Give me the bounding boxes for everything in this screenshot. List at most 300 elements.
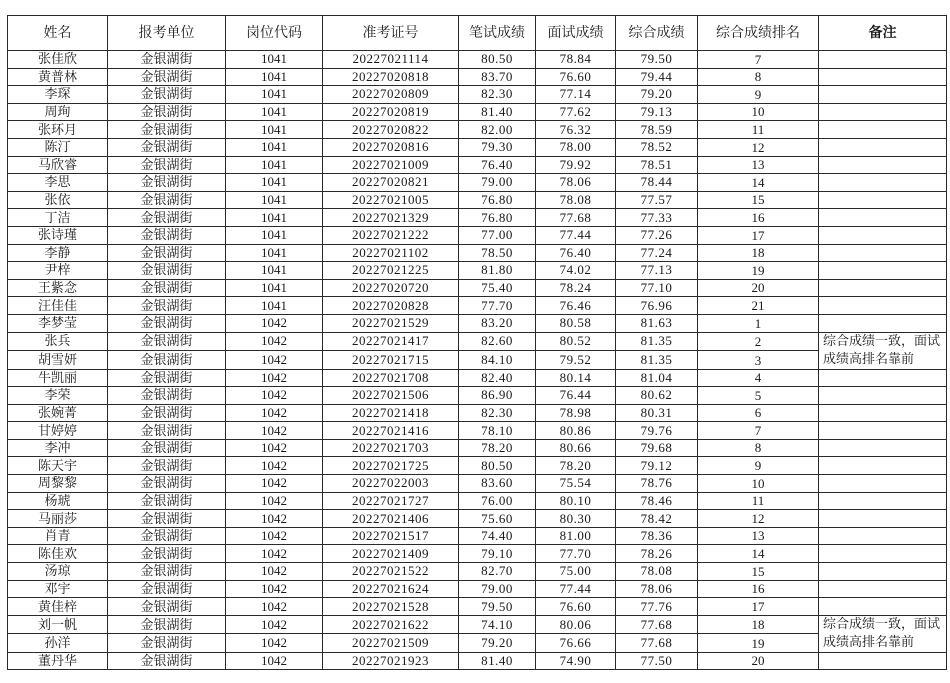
cell-total-score: 78.59 (616, 121, 698, 139)
cell-post-code: 1042 (226, 457, 323, 475)
cell-interview-score: 80.58 (536, 314, 616, 332)
cell-total-score: 77.10 (616, 279, 698, 297)
cell-total-rank: 3 (698, 351, 819, 370)
cell-name: 肖青 (8, 527, 108, 545)
header-total-score: 综合成绩 (616, 16, 698, 51)
remark-cell-empty (819, 209, 947, 227)
remark-cell-empty (819, 138, 947, 156)
cell-name: 张婉菁 (8, 404, 108, 422)
cell-total-rank: 12 (698, 138, 819, 156)
cell-total-rank: 9 (698, 457, 819, 475)
remark-cell-empty (819, 439, 947, 457)
remark-cell-empty (819, 121, 947, 139)
cell-exam-id: 20227021715 (323, 351, 459, 370)
cell-total-rank: 20 (698, 652, 819, 670)
cell-total-rank: 18 (698, 615, 819, 634)
header-post-code: 岗位代码 (226, 16, 323, 51)
table-row (8, 279, 947, 297)
table-row (8, 68, 947, 86)
cell-exam-id: 20227021517 (323, 527, 459, 545)
table-row (8, 51, 947, 69)
cell-interview-score: 80.06 (536, 615, 616, 634)
cell-post-code: 1041 (226, 103, 323, 121)
remark-cell-empty (819, 580, 947, 598)
header-name: 姓名 (8, 16, 108, 51)
cell-name: 李荣 (8, 387, 108, 405)
cell-written-score: 75.60 (459, 510, 536, 528)
cell-exam-id: 20227021529 (323, 314, 459, 332)
cell-name: 王紫念 (8, 279, 108, 297)
cell-post-code: 1041 (226, 191, 323, 209)
table-row (8, 422, 947, 440)
cell-unit: 金银湖街 (108, 598, 226, 616)
cell-unit: 金银湖街 (108, 439, 226, 457)
cell-post-code: 1041 (226, 226, 323, 244)
cell-name: 张诗瑾 (8, 226, 108, 244)
cell-name: 汪佳佳 (8, 297, 108, 315)
cell-written-score: 84.10 (459, 351, 536, 370)
cell-total-score: 78.44 (616, 174, 698, 192)
table-row (8, 545, 947, 563)
cell-name: 李梦莹 (8, 314, 108, 332)
table-row (8, 191, 947, 209)
cell-interview-score: 80.30 (536, 510, 616, 528)
cell-name: 张兵 (8, 332, 108, 351)
cell-interview-score: 77.14 (536, 86, 616, 104)
table-row (8, 174, 947, 192)
cell-name: 陈天宇 (8, 457, 108, 475)
table-row (8, 262, 947, 280)
cell-written-score: 81.80 (459, 262, 536, 280)
cell-exam-id: 20227021222 (323, 226, 459, 244)
cell-written-score: 83.70 (459, 68, 536, 86)
remark-cell-empty (819, 314, 947, 332)
header-row (8, 16, 947, 51)
cell-interview-score: 80.86 (536, 422, 616, 440)
cell-unit: 金银湖街 (108, 297, 226, 315)
cell-post-code: 1042 (226, 492, 323, 510)
cell-total-score: 79.13 (616, 103, 698, 121)
remark-cell-empty (819, 492, 947, 510)
remark-cell-empty (819, 174, 947, 192)
cell-total-rank: 16 (698, 580, 819, 598)
header-remark: 备注 (819, 16, 947, 51)
cell-interview-score: 78.98 (536, 404, 616, 422)
cell-post-code: 1042 (226, 314, 323, 332)
cell-exam-id: 20227021416 (323, 422, 459, 440)
cell-exam-id: 20227020816 (323, 138, 459, 156)
remark-cell: 综合成绩一致，面试成绩高排名靠前 (819, 332, 947, 369)
cell-total-score: 76.96 (616, 297, 698, 315)
cell-written-score: 74.40 (459, 527, 536, 545)
remark-cell-empty (819, 279, 947, 297)
cell-interview-score: 76.66 (536, 634, 616, 653)
header-interview-score: 面试成绩 (536, 16, 616, 51)
cell-total-score: 78.36 (616, 527, 698, 545)
cell-total-score: 78.06 (616, 580, 698, 598)
header-exam-id: 准考证号 (323, 16, 459, 51)
cell-interview-score: 79.52 (536, 351, 616, 370)
cell-name: 陈佳欢 (8, 545, 108, 563)
cell-unit: 金银湖街 (108, 226, 226, 244)
cell-unit: 金银湖街 (108, 68, 226, 86)
cell-written-score: 80.50 (459, 457, 536, 475)
cell-post-code: 1042 (226, 439, 323, 457)
cell-total-score: 77.68 (616, 615, 698, 634)
cell-interview-score: 78.84 (536, 51, 616, 69)
cell-name: 马欣睿 (8, 156, 108, 174)
cell-name: 张佳欣 (8, 51, 108, 69)
cell-name: 陈汀 (8, 138, 108, 156)
remark-cell-empty (819, 545, 947, 563)
cell-exam-id: 20227021727 (323, 492, 459, 510)
cell-post-code: 1042 (226, 615, 323, 634)
cell-total-rank: 21 (698, 297, 819, 315)
cell-total-score: 78.26 (616, 545, 698, 563)
cell-exam-id: 20227021528 (323, 598, 459, 616)
cell-interview-score: 76.32 (536, 121, 616, 139)
cell-total-score: 80.31 (616, 404, 698, 422)
cell-unit: 金银湖街 (108, 652, 226, 670)
remark-cell-empty (819, 156, 947, 174)
cell-interview-score: 77.62 (536, 103, 616, 121)
cell-total-score: 77.76 (616, 598, 698, 616)
cell-exam-id: 20227021506 (323, 387, 459, 405)
cell-unit: 金银湖街 (108, 262, 226, 280)
cell-written-score: 78.50 (459, 244, 536, 262)
cell-total-rank: 17 (698, 598, 819, 616)
cell-interview-score: 78.08 (536, 191, 616, 209)
cell-written-score: 83.60 (459, 475, 536, 493)
cell-interview-score: 78.24 (536, 279, 616, 297)
cell-written-score: 82.70 (459, 563, 536, 581)
cell-exam-id: 20227021417 (323, 332, 459, 351)
cell-unit: 金银湖街 (108, 244, 226, 262)
cell-unit: 金银湖街 (108, 314, 226, 332)
cell-total-rank: 7 (698, 51, 819, 69)
cell-unit: 金银湖街 (108, 332, 226, 351)
cell-unit: 金银湖街 (108, 279, 226, 297)
cell-exam-id: 20227021409 (323, 545, 459, 563)
cell-post-code: 1042 (226, 369, 323, 387)
cell-unit: 金银湖街 (108, 404, 226, 422)
cell-exam-id: 20227021009 (323, 156, 459, 174)
cell-total-score: 77.24 (616, 244, 698, 262)
cell-post-code: 1041 (226, 121, 323, 139)
cell-interview-score: 77.44 (536, 226, 616, 244)
cell-total-score: 79.12 (616, 457, 698, 475)
cell-unit: 金银湖街 (108, 615, 226, 634)
cell-written-score: 79.10 (459, 545, 536, 563)
cell-exam-id: 20227021406 (323, 510, 459, 528)
cell-total-rank: 8 (698, 439, 819, 457)
cell-total-score: 81.35 (616, 351, 698, 370)
cell-total-rank: 6 (698, 404, 819, 422)
cell-exam-id: 20227020818 (323, 68, 459, 86)
cell-unit: 金银湖街 (108, 209, 226, 227)
remark-cell-empty (819, 297, 947, 315)
cell-total-rank: 14 (698, 545, 819, 563)
cell-unit: 金银湖街 (108, 545, 226, 563)
cell-exam-id: 20227020819 (323, 103, 459, 121)
cell-written-score: 77.70 (459, 297, 536, 315)
cell-post-code: 1042 (226, 475, 323, 493)
cell-post-code: 1041 (226, 138, 323, 156)
cell-interview-score: 81.00 (536, 527, 616, 545)
remark-cell-empty (819, 563, 947, 581)
cell-name: 黄佳梓 (8, 598, 108, 616)
table-row (8, 86, 947, 104)
cell-written-score: 78.20 (459, 439, 536, 457)
remark-cell-empty (819, 598, 947, 616)
cell-written-score: 79.30 (459, 138, 536, 156)
cell-total-rank: 15 (698, 563, 819, 581)
cell-interview-score: 76.60 (536, 598, 616, 616)
cell-name: 黄普林 (8, 68, 108, 86)
cell-written-score: 79.50 (459, 598, 536, 616)
cell-unit: 金银湖街 (108, 563, 226, 581)
cell-exam-id: 20227021923 (323, 652, 459, 670)
cell-total-score: 78.42 (616, 510, 698, 528)
cell-post-code: 1042 (226, 422, 323, 440)
cell-written-score: 82.60 (459, 332, 536, 351)
cell-written-score: 82.30 (459, 404, 536, 422)
cell-unit: 金银湖街 (108, 174, 226, 192)
cell-unit: 金银湖街 (108, 475, 226, 493)
cell-name: 马丽莎 (8, 510, 108, 528)
cell-interview-score: 76.40 (536, 244, 616, 262)
table-row (8, 527, 947, 545)
cell-name: 董丹华 (8, 652, 108, 670)
table-row (8, 634, 947, 653)
cell-name: 牛凯丽 (8, 369, 108, 387)
cell-total-rank: 7 (698, 422, 819, 440)
cell-name: 邓宇 (8, 580, 108, 598)
cell-total-score: 79.68 (616, 439, 698, 457)
cell-total-rank: 11 (698, 121, 819, 139)
cell-interview-score: 74.90 (536, 652, 616, 670)
cell-written-score: 82.00 (459, 121, 536, 139)
cell-written-score: 83.20 (459, 314, 536, 332)
cell-name: 胡雪妍 (8, 351, 108, 370)
table-row (8, 297, 947, 315)
cell-total-score: 79.20 (616, 86, 698, 104)
cell-total-rank: 16 (698, 209, 819, 227)
cell-total-rank: 13 (698, 527, 819, 545)
remark-cell-empty (819, 510, 947, 528)
cell-exam-id: 20227021225 (323, 262, 459, 280)
cell-exam-id: 20227020821 (323, 174, 459, 192)
cell-interview-score: 76.44 (536, 387, 616, 405)
cell-name: 刘一帆 (8, 615, 108, 634)
cell-total-rank: 11 (698, 492, 819, 510)
cell-total-score: 81.63 (616, 314, 698, 332)
cell-unit: 金银湖街 (108, 86, 226, 104)
cell-interview-score: 78.20 (536, 457, 616, 475)
remark-cell-empty (819, 51, 947, 69)
table-row (8, 209, 947, 227)
cell-name: 李思 (8, 174, 108, 192)
cell-name: 周黎黎 (8, 475, 108, 493)
cell-name: 李静 (8, 244, 108, 262)
score-sheet (7, 15, 946, 670)
table-row (8, 457, 947, 475)
cell-total-score: 79.44 (616, 68, 698, 86)
cell-total-rank: 20 (698, 279, 819, 297)
cell-name: 杨琥 (8, 492, 108, 510)
cell-post-code: 1042 (226, 351, 323, 370)
cell-exam-id: 20227020809 (323, 86, 459, 104)
cell-interview-score: 80.66 (536, 439, 616, 457)
cell-total-rank: 8 (698, 68, 819, 86)
table-row (8, 475, 947, 493)
cell-total-score: 78.51 (616, 156, 698, 174)
remark-cell-empty (819, 244, 947, 262)
cell-total-score: 77.13 (616, 262, 698, 280)
table-row (8, 652, 947, 670)
cell-post-code: 1041 (226, 262, 323, 280)
cell-name: 张环月 (8, 121, 108, 139)
cell-unit: 金银湖街 (108, 191, 226, 209)
cell-exam-id: 20227020828 (323, 297, 459, 315)
table-row (8, 314, 947, 332)
remark-cell-empty (819, 191, 947, 209)
cell-unit: 金银湖街 (108, 510, 226, 528)
cell-total-score: 81.04 (616, 369, 698, 387)
cell-total-score: 79.50 (616, 51, 698, 69)
cell-exam-id: 20227021329 (323, 209, 459, 227)
cell-unit: 金银湖街 (108, 369, 226, 387)
cell-exam-id: 20227021509 (323, 634, 459, 653)
cell-post-code: 1042 (226, 510, 323, 528)
cell-total-score: 77.33 (616, 209, 698, 227)
cell-interview-score: 80.52 (536, 332, 616, 351)
table-row (8, 615, 947, 634)
remark-cell-empty (819, 527, 947, 545)
table-row (8, 156, 947, 174)
cell-name: 孙洋 (8, 634, 108, 653)
cell-total-rank: 15 (698, 191, 819, 209)
cell-total-rank: 10 (698, 475, 819, 493)
cell-exam-id: 20227021703 (323, 439, 459, 457)
cell-written-score: 75.40 (459, 279, 536, 297)
cell-total-rank: 4 (698, 369, 819, 387)
cell-total-rank: 5 (698, 387, 819, 405)
cell-written-score: 79.20 (459, 634, 536, 653)
cell-written-score: 77.00 (459, 226, 536, 244)
cell-total-rank: 18 (698, 244, 819, 262)
cell-post-code: 1041 (226, 174, 323, 192)
cell-exam-id: 20227021708 (323, 369, 459, 387)
cell-post-code: 1041 (226, 244, 323, 262)
cell-total-score: 78.76 (616, 475, 698, 493)
cell-exam-id: 20227020822 (323, 121, 459, 139)
cell-interview-score: 80.10 (536, 492, 616, 510)
cell-exam-id: 20227021624 (323, 580, 459, 598)
cell-name: 李琛 (8, 86, 108, 104)
cell-name: 甘婷婷 (8, 422, 108, 440)
cell-total-score: 77.26 (616, 226, 698, 244)
cell-written-score: 76.40 (459, 156, 536, 174)
cell-interview-score: 75.54 (536, 475, 616, 493)
cell-post-code: 1041 (226, 279, 323, 297)
cell-exam-id: 20227021114 (323, 51, 459, 69)
cell-exam-id: 20227021418 (323, 404, 459, 422)
cell-written-score: 82.40 (459, 369, 536, 387)
remark-cell-empty (819, 457, 947, 475)
cell-total-score: 78.46 (616, 492, 698, 510)
cell-total-score: 77.57 (616, 191, 698, 209)
table-row (8, 121, 947, 139)
table-row (8, 351, 947, 370)
cell-interview-score: 80.14 (536, 369, 616, 387)
cell-total-rank: 1 (698, 314, 819, 332)
cell-total-rank: 19 (698, 262, 819, 280)
cell-post-code: 1041 (226, 68, 323, 86)
cell-unit: 金银湖街 (108, 492, 226, 510)
cell-name: 李冲 (8, 439, 108, 457)
cell-exam-id: 20227021622 (323, 615, 459, 634)
table-row (8, 332, 947, 351)
cell-total-rank: 9 (698, 86, 819, 104)
cell-total-rank: 17 (698, 226, 819, 244)
cell-post-code: 1041 (226, 86, 323, 104)
cell-unit: 金银湖街 (108, 422, 226, 440)
cell-unit: 金银湖街 (108, 387, 226, 405)
cell-post-code: 1042 (226, 634, 323, 653)
header-unit: 报考单位 (108, 16, 226, 51)
table-row (8, 492, 947, 510)
table-row (8, 510, 947, 528)
cell-exam-id: 20227021005 (323, 191, 459, 209)
table-body (8, 51, 947, 670)
cell-unit: 金银湖街 (108, 138, 226, 156)
cell-written-score: 80.50 (459, 51, 536, 69)
cell-total-rank: 2 (698, 332, 819, 351)
cell-unit: 金银湖街 (108, 351, 226, 370)
remark-cell-empty (819, 369, 947, 387)
table-row (8, 226, 947, 244)
cell-written-score: 74.10 (459, 615, 536, 634)
cell-post-code: 1042 (226, 404, 323, 422)
score-table (7, 15, 947, 670)
cell-written-score: 81.40 (459, 103, 536, 121)
cell-post-code: 1041 (226, 156, 323, 174)
table-row (8, 580, 947, 598)
remark-cell-empty (819, 652, 947, 670)
cell-post-code: 1042 (226, 580, 323, 598)
table-row (8, 439, 947, 457)
cell-unit: 金银湖街 (108, 457, 226, 475)
cell-post-code: 1042 (226, 652, 323, 670)
cell-post-code: 1041 (226, 51, 323, 69)
cell-interview-score: 76.46 (536, 297, 616, 315)
table-row (8, 138, 947, 156)
cell-unit: 金银湖街 (108, 121, 226, 139)
remark-cell-empty (819, 262, 947, 280)
cell-exam-id: 20227021725 (323, 457, 459, 475)
cell-unit: 金银湖街 (108, 103, 226, 121)
cell-exam-id: 20227020720 (323, 279, 459, 297)
table-row (8, 563, 947, 581)
cell-written-score: 81.40 (459, 652, 536, 670)
cell-total-rank: 12 (698, 510, 819, 528)
cell-written-score: 76.80 (459, 191, 536, 209)
cell-post-code: 1042 (226, 545, 323, 563)
cell-post-code: 1042 (226, 527, 323, 545)
remark-cell-empty (819, 68, 947, 86)
cell-interview-score: 77.68 (536, 209, 616, 227)
